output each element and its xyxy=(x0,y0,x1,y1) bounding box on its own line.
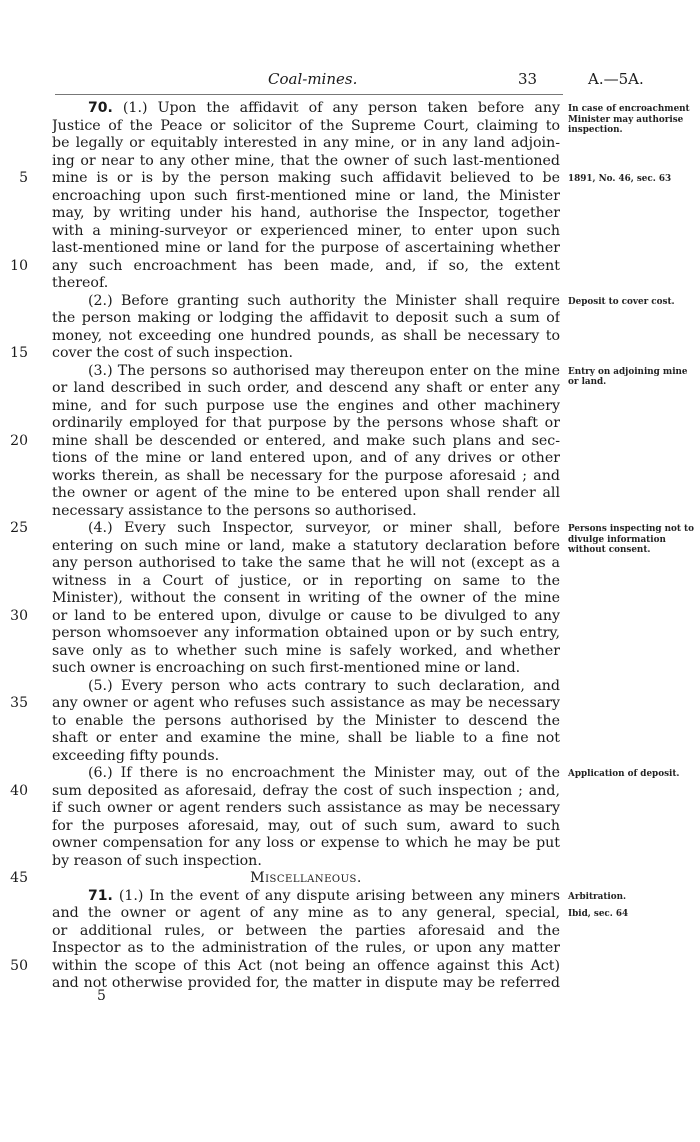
text-line xyxy=(0,923,700,941)
text-line xyxy=(0,188,700,206)
line-number: 10 xyxy=(10,257,28,274)
line-text: and not otherwise provided for, the matter in dispute may be referred xyxy=(52,975,560,991)
text-line xyxy=(0,153,700,171)
text-line xyxy=(0,135,700,153)
text-line xyxy=(0,608,700,626)
line-text: Justice of the Peace or solicitor of the Supreme Court, claiming to xyxy=(52,117,560,134)
line-text: witness in a Court of justice, or in reporting on same to the xyxy=(52,572,560,589)
text-line xyxy=(0,433,700,451)
text-line xyxy=(0,800,700,818)
text-line xyxy=(0,660,700,678)
line-text: any such encroachment has been made, and, if so, the extent xyxy=(52,257,560,274)
text-line xyxy=(0,870,700,888)
line-number: 50 xyxy=(10,957,28,974)
line-text: and the owner or agent of any mine as to any general, special, xyxy=(52,905,560,921)
line-text: to enable the persons authorised by the Minister to descend the xyxy=(52,712,560,729)
section-number: 70. xyxy=(88,100,113,116)
line-text: (1.) In the event of any dispute arising between any miners xyxy=(118,887,560,904)
line-text: shaft or enter and examine the mine, shall be liable to a fine not xyxy=(52,730,560,746)
line-number: 45 xyxy=(10,870,28,886)
line-text: ordinarily employed for that purpose by the persons whose shaft or xyxy=(52,415,560,431)
line-text: person whomsoever any information obtained upon or by such entry, xyxy=(52,625,560,641)
line-text: (1.) Upon the affidavit of any person taken before any xyxy=(122,100,560,116)
line-text: tions of the mine or land entered upon, and of any drives or other xyxy=(52,450,560,466)
line-text: save only as to whether such mine is safely worked, and whether xyxy=(52,642,560,659)
line-number: 30 xyxy=(10,607,28,624)
text-line xyxy=(0,818,700,836)
line-text: or additional rules, or between the parties aforesaid and the xyxy=(52,922,560,939)
text-line xyxy=(0,503,700,521)
line-number: 15 xyxy=(10,345,28,361)
text-line xyxy=(0,695,700,713)
margin-note: Arbitration. xyxy=(568,891,627,902)
text-line xyxy=(0,713,700,731)
line-number: 5 xyxy=(19,170,28,186)
line-text: thereof. xyxy=(52,275,109,291)
margin-note: Deposit to cover cost. xyxy=(568,296,675,307)
text-line xyxy=(0,573,700,591)
section-first-line xyxy=(88,888,560,906)
text-line xyxy=(0,275,700,293)
line-text: with a mining-surveyor or experienced miner, to enter upon such xyxy=(52,222,560,239)
text-line xyxy=(0,643,700,661)
line-text: any owner or agent who refuses such assistance as may be necessary xyxy=(52,695,560,711)
text-line xyxy=(0,415,700,433)
text-line xyxy=(0,310,700,328)
text-line xyxy=(0,783,700,801)
line-text: for the purposes aforesaid, may, out of such sum, award to such xyxy=(52,817,560,834)
text-line xyxy=(0,625,700,643)
margin-note: Ibid, sec. 64 xyxy=(568,909,629,919)
line-text: the person making or lodging the affidavit to deposit such a sum of xyxy=(52,310,560,326)
line-text: necessary assistance to the persons so authorised. xyxy=(52,502,417,519)
line-text: mine, and for such purpose use the engines and other machinery xyxy=(52,397,560,414)
printer-signature: 5 xyxy=(97,988,106,1004)
text-line xyxy=(0,958,700,976)
text-line xyxy=(0,730,700,748)
act-reference: A.—5A. xyxy=(588,70,644,88)
line-text: such owner is encroaching on such first-mentioned mine or land. xyxy=(52,660,521,676)
line-text: entering on such mine or land, make a statutory declaration before xyxy=(52,537,560,554)
line-text: works therein, as shall be necessary for the purpose aforesaid ; and xyxy=(52,467,560,484)
margin-note: Entry on adjoining mine or land. xyxy=(568,366,688,387)
section-heading: Miscellaneous. xyxy=(250,870,362,886)
margin-note: Application of deposit. xyxy=(568,769,680,779)
line-text: Minister), without the consent in writing of the owner of the mine xyxy=(52,590,560,606)
line-text: be legally or equitably interested in any mine, or in any land adjoin- xyxy=(52,135,560,151)
line-text: ing or near to any other mine, that the owner of such last-mentioned xyxy=(52,152,560,169)
text-line xyxy=(0,590,700,608)
line-text: cover the cost of such inspection. xyxy=(52,345,294,361)
line-text: (6.) If there is no encroachment the Minister may, out of the xyxy=(88,765,560,781)
line-text: sum deposited as aforesaid, defray the cost of such inspection ; and, xyxy=(52,782,560,799)
line-text: within the scope of this Act (not being an offence against this Act) xyxy=(52,957,560,974)
text-line xyxy=(0,853,700,871)
running-header xyxy=(0,70,700,90)
margin-note: 1891, No. 46, sec. 63 xyxy=(568,174,672,184)
text-line xyxy=(0,258,700,276)
text-line xyxy=(0,398,700,416)
header-rule xyxy=(55,94,563,95)
line-number: 35 xyxy=(10,695,28,711)
line-text: if such owner or agent renders such assistance as may be necessary xyxy=(52,800,560,816)
section-first-line xyxy=(88,100,560,118)
running-title: Coal-mines. xyxy=(268,70,358,88)
line-text: mine shall be descended or entered, and make such plans and sec- xyxy=(52,432,560,449)
line-text: (5.) Every person who acts contrary to such declaration, and xyxy=(88,677,560,694)
line-text: (3.) The persons so authorised may thereupon enter on the mine xyxy=(88,362,560,379)
line-text: or land described in such order, and descend any shaft or enter any xyxy=(52,380,560,396)
text-line xyxy=(0,450,700,468)
text-line xyxy=(0,240,700,258)
text-line xyxy=(0,328,700,346)
line-text: owner compensation for any loss or expense to which he may be put xyxy=(52,835,560,851)
line-text: by reason of such inspection. xyxy=(52,852,262,869)
line-text: exceeding fifty pounds. xyxy=(52,747,220,764)
line-text: encroaching upon such first-mentioned mine or land, the Minister xyxy=(52,187,560,204)
line-number: 20 xyxy=(10,432,28,449)
text-line xyxy=(0,468,700,486)
text-line xyxy=(0,748,700,766)
line-text: any person authorised to take the same that he will not (except as a xyxy=(52,555,560,571)
line-text: Inspector as to the administration of the rules, or upon any matter xyxy=(52,940,560,956)
line-number: 25 xyxy=(10,520,28,536)
line-text: may, by writing under his hand, authorise the Inspector, together xyxy=(52,205,560,221)
line-text: (2.) Before granting such authority the Minister shall require xyxy=(88,292,560,309)
line-text: the owner or agent of the mine to be entered upon shall render all xyxy=(52,485,560,501)
line-text: (4.) Every such Inspector, surveyor, or miner shall, before xyxy=(88,520,560,536)
line-text: money, not exceeding one hundred pounds, as shall be necessary to xyxy=(52,327,560,344)
text-line xyxy=(0,485,700,503)
margin-note: Persons inspecting not to divulge information without consent. xyxy=(568,524,694,555)
text-line xyxy=(0,678,700,696)
line-text: mine is or is by the person making such affidavit believed to be xyxy=(52,170,560,186)
text-line xyxy=(0,835,700,853)
section-number: 71. xyxy=(88,887,113,904)
page-number: 33 xyxy=(518,70,538,88)
text-line xyxy=(0,940,700,958)
text-line xyxy=(0,345,700,363)
text-line xyxy=(0,223,700,241)
margin-note: In case of encroachment Minister may authorise inspection. xyxy=(568,104,690,135)
text-line xyxy=(0,555,700,573)
line-text: or land to be entered upon, divulge or cause to be divulged to any xyxy=(52,607,560,624)
line-number: 40 xyxy=(10,782,28,799)
line-text: last-mentioned mine or land for the purpose of ascertaining whether xyxy=(52,240,560,256)
text-line xyxy=(0,205,700,223)
